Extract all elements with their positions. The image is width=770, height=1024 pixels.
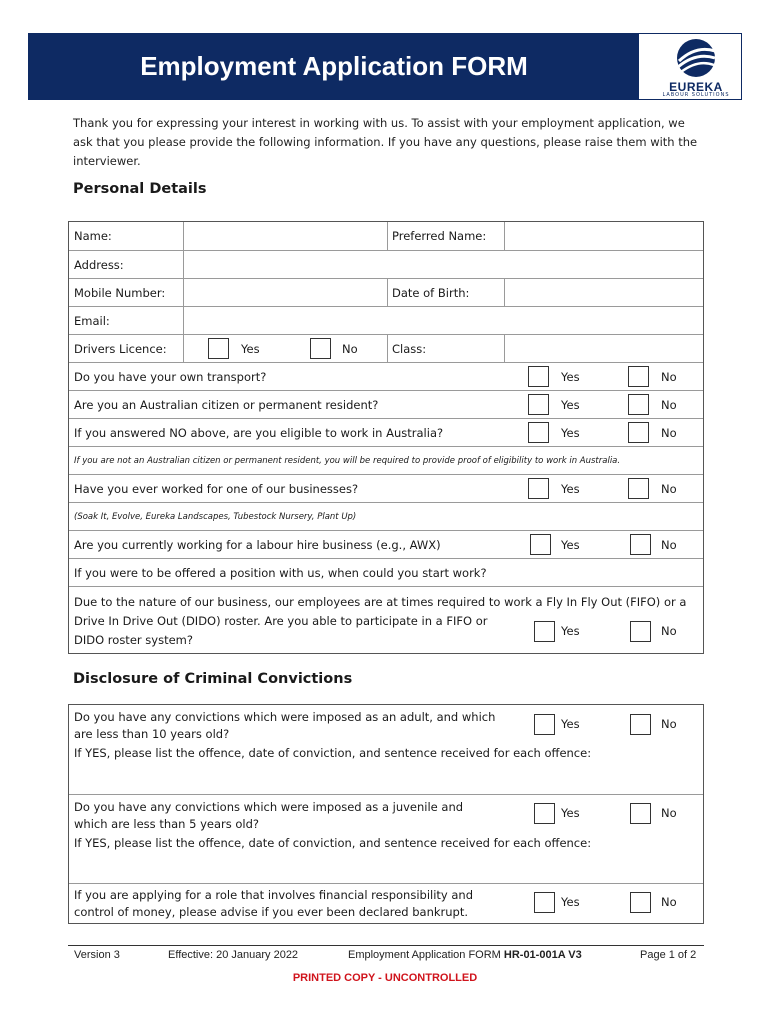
licence-yes-checkbox[interactable]: [208, 338, 229, 359]
labour-hire-no-checkbox[interactable]: [630, 534, 651, 555]
citizen-note: If you are not an Australian citizen or permanent resident, you will be required to provide proof of eligibility to work in Australia.: [74, 455, 621, 466]
licence-no-label: No: [342, 341, 358, 356]
citizen-yes-label: Yes: [561, 397, 580, 412]
eligible-question: If you answered NO above, are you eligible to work in Australia?: [74, 425, 444, 440]
labour-hire-yes-label: Yes: [561, 537, 580, 552]
adult-no-checkbox[interactable]: [630, 714, 651, 735]
email-label: Email:: [74, 313, 110, 328]
logo-subtext: LABOUR SOLUTIONS: [662, 92, 730, 98]
citizen-no-checkbox[interactable]: [628, 394, 649, 415]
juvenile-yes-checkbox[interactable]: [534, 803, 555, 824]
transport-question: Do you have your own transport?: [74, 369, 267, 384]
intro-text: Thank you for expressing your interest in working with us. To assist with your employment application, we ask that you please provide the following information. If you have any questions, please raise them with the interviewer.: [73, 116, 698, 168]
footer-effective-date: Effective: 20 January 2022: [168, 949, 299, 961]
eligible-no-checkbox[interactable]: [628, 422, 649, 443]
juvenile-no-label: No: [661, 806, 677, 820]
footer-divider: [68, 945, 704, 946]
footer-version: Version 3: [74, 949, 120, 961]
mobile-field[interactable]: [184, 279, 387, 306]
labour-hire-yes-checkbox[interactable]: [530, 534, 551, 555]
transport-no-checkbox[interactable]: [628, 366, 649, 387]
businesses-note-row: [69, 503, 703, 531]
adult-if-yes-label: If YES, please list the offence, date of conviction, and sentence received for each offence:: [74, 746, 592, 760]
criminal-convictions-table: [68, 704, 704, 924]
fifo-line-1: Due to the nature of our business, our employees are at times required to work a Fly In Fly Out (FIFO) or a: [74, 595, 687, 609]
licence-label: Drivers Licence:: [74, 341, 167, 356]
juvenile-convictions-row: [69, 795, 703, 884]
businesses-note: (Soak It, Evolve, Eureka Landscapes, Tubestock Nursery, Plant Up): [74, 511, 357, 522]
juvenile-line-1: Do you have any convictions which were imposed as a juvenile and: [74, 800, 464, 814]
dob-field[interactable]: [505, 279, 703, 306]
adult-no-label: No: [661, 717, 677, 731]
juvenile-question: [69, 799, 463, 833]
company-logo: [653, 35, 739, 98]
worked-yes-label: Yes: [561, 481, 580, 496]
citizen-no-label: No: [661, 397, 677, 412]
mobile-row: [69, 279, 703, 307]
fifo-row: [69, 587, 703, 653]
address-label: Address:: [74, 257, 124, 272]
adult-question: [69, 709, 495, 743]
fifo-question: [69, 593, 686, 650]
adult-yes-checkbox[interactable]: [534, 714, 555, 735]
bankrupt-row: [69, 884, 703, 923]
class-label: Class:: [392, 341, 427, 356]
start-work-row: [69, 559, 703, 587]
eligible-row: [69, 419, 703, 447]
citizen-row: [69, 391, 703, 419]
page-title: Employment Application FORM: [140, 51, 528, 81]
citizen-question: Are you an Australian citizen or permanent resident?: [74, 397, 379, 412]
transport-no-label: No: [661, 369, 677, 384]
adult-details-field[interactable]: [74, 763, 698, 791]
eligible-yes-label: Yes: [561, 425, 580, 440]
juvenile-details-field[interactable]: [74, 853, 698, 881]
address-row: [69, 251, 703, 279]
name-field[interactable]: [184, 222, 387, 250]
mobile-label: Mobile Number:: [74, 285, 166, 300]
citizen-yes-checkbox[interactable]: [528, 394, 549, 415]
dob-label: Date of Birth:: [392, 285, 470, 300]
bankrupt-line-1: If you are applying for a role that involves financial responsibility and: [74, 888, 474, 902]
bankrupt-no-label: No: [661, 895, 677, 909]
bankrupt-yes-checkbox[interactable]: [534, 892, 555, 913]
personal-details-table: [68, 221, 704, 654]
class-field[interactable]: [505, 335, 703, 362]
licence-yes-label: Yes: [241, 341, 260, 356]
bankrupt-line-2: control of money, please advise if you ever been declared bankrupt.: [74, 905, 469, 919]
fifo-no-checkbox[interactable]: [630, 621, 651, 642]
fifo-line-2: Drive In Drive Out (DIDO) roster. Are you able to participate in a FIFO or: [74, 614, 488, 628]
name-label: Name:: [74, 229, 112, 243]
footer-form-code: HR-01-001A V3: [503, 949, 582, 961]
name-row: [69, 222, 703, 251]
worked-yes-checkbox[interactable]: [528, 478, 549, 499]
transport-row: [69, 363, 703, 391]
adult-line-2: are less than 10 years old?: [74, 727, 230, 741]
labour-hire-question: Are you currently working for a labour hire business (e.g., AWX): [74, 537, 441, 552]
licence-row: [69, 335, 703, 363]
bankrupt-question: [69, 887, 473, 921]
fifo-no-label: No: [661, 624, 677, 638]
footer-page-number: Page 1 of 2: [640, 949, 697, 961]
fifo-yes-label: Yes: [561, 624, 580, 638]
juvenile-line-2: which are less than 5 years old?: [74, 817, 260, 831]
transport-yes-label: Yes: [561, 369, 580, 384]
email-field[interactable]: [184, 307, 703, 334]
juvenile-if-yes-label: If YES, please list the offence, date of conviction, and sentence received for each offence:: [74, 836, 592, 850]
transport-yes-checkbox[interactable]: [528, 366, 549, 387]
personal-details-heading: Personal Details: [73, 181, 207, 197]
juvenile-no-checkbox[interactable]: [630, 803, 651, 824]
footer-form-id: [348, 949, 582, 961]
address-field[interactable]: [184, 251, 703, 278]
licence-no-checkbox[interactable]: [310, 338, 331, 359]
worked-no-label: No: [661, 481, 677, 496]
bankrupt-no-checkbox[interactable]: [630, 892, 651, 913]
eligible-yes-checkbox[interactable]: [528, 422, 549, 443]
worked-row: [69, 475, 703, 503]
juvenile-yes-label: Yes: [561, 806, 580, 820]
citizen-note-row: [69, 447, 703, 475]
adult-yes-label: Yes: [561, 717, 580, 731]
uncontrolled-notice: PRINTED COPY - UNCONTROLLED: [292, 972, 478, 984]
logo-text: EUREKA: [669, 80, 723, 94]
globe-icon: [673, 37, 719, 79]
adult-convictions-row: [69, 705, 703, 795]
email-row: [69, 307, 703, 335]
footer-form-name: Employment Application FORM: [348, 949, 504, 961]
form-header: [28, 33, 742, 100]
preferred-name-label: Preferred Name:: [392, 229, 487, 243]
start-work-question: If you were to be offered a position with us, when could you start work?: [74, 565, 487, 580]
labour-hire-row: [69, 531, 703, 559]
adult-line-1: Do you have any convictions which were imposed as an adult, and which: [74, 710, 496, 724]
fifo-yes-checkbox[interactable]: [534, 621, 555, 642]
labour-hire-no-label: No: [661, 537, 677, 552]
criminal-convictions-heading: Disclosure of Criminal Convictions: [73, 671, 353, 687]
preferred-name-field[interactable]: [505, 222, 703, 250]
bankrupt-yes-label: Yes: [561, 895, 580, 909]
worked-question: Have you ever worked for one of our businesses?: [74, 481, 359, 496]
worked-no-checkbox[interactable]: [628, 478, 649, 499]
fifo-line-3: DIDO roster system?: [74, 633, 193, 647]
eligible-no-label: No: [661, 425, 677, 440]
